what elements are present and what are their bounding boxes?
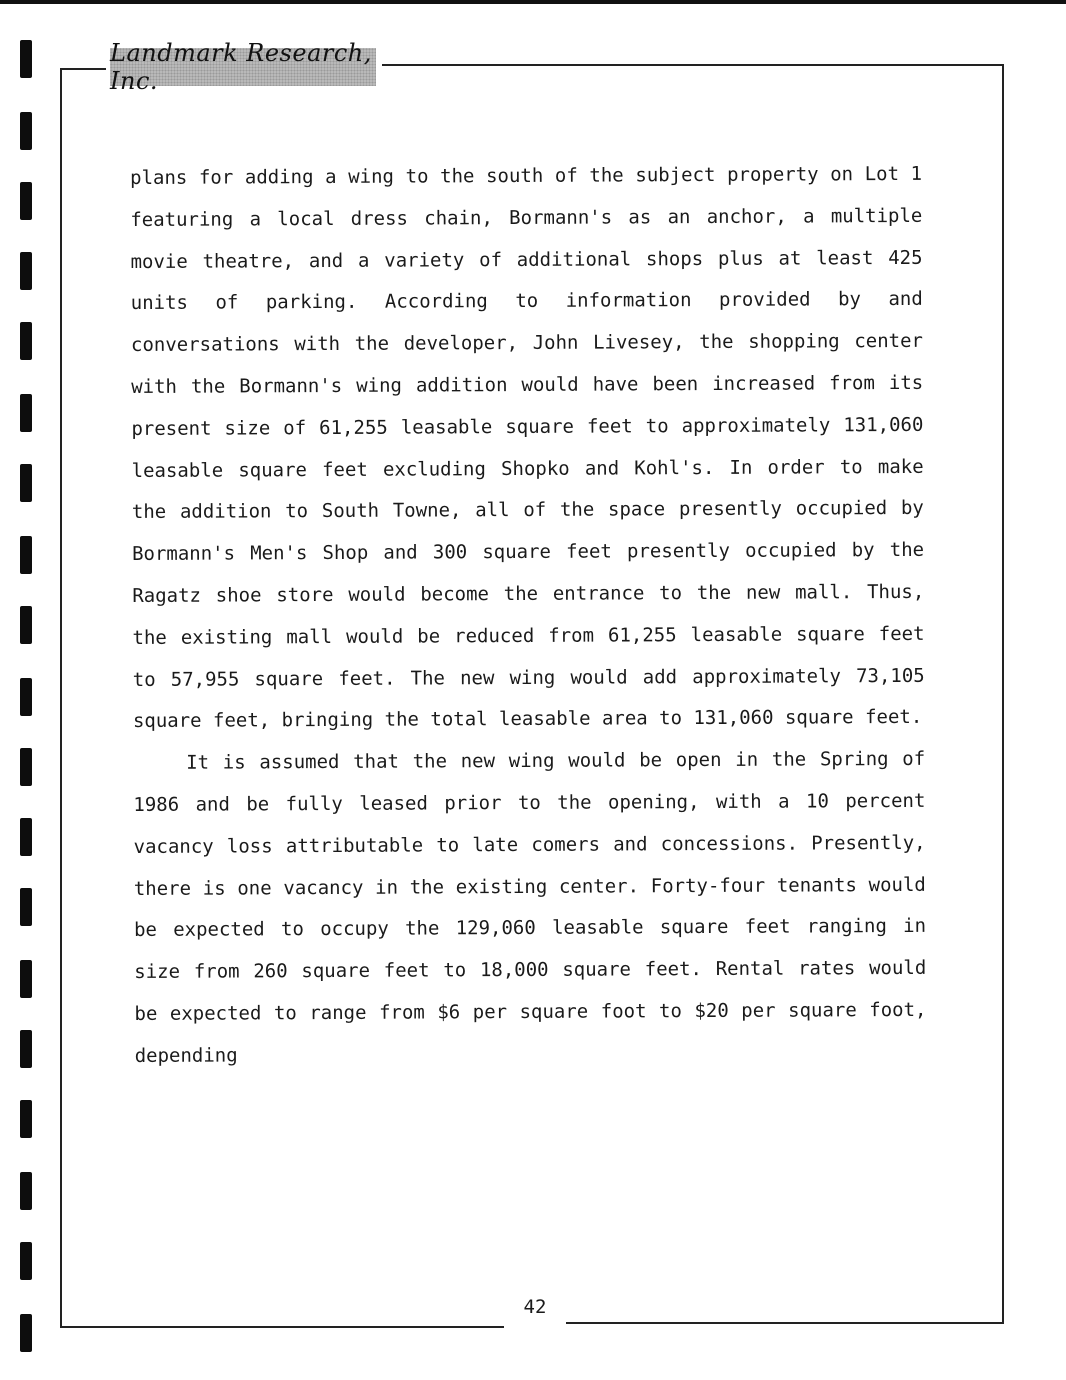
frame-border-right (1002, 64, 1004, 1324)
paragraph: It is assumed that the new wing would be open in the Spring of 1986 and be fully leased prior to the opening, with a 10 percent vacancy loss attributable to late comers and concessions. Presently, there is one vacancy in the existing center. Forty-four tenants would be expected to occupy the 129,060 leasable square feet ranging in size from 260 square feet to 18,000 square feet. Rental rates would be expected to range from $6 per square foot to $20 per square foot, depending (133, 748, 927, 1067)
binding-hole (20, 1314, 32, 1352)
frame-border-left (60, 68, 62, 1326)
frame-border-top-right (382, 64, 1004, 66)
binding-hole (20, 322, 32, 360)
binding-hole (20, 1100, 32, 1138)
frame-border-top-left (60, 68, 106, 70)
page-number: 42 (523, 1296, 547, 1318)
page-top-edge (0, 0, 1066, 4)
company-logo-text: Landmark Research, Inc. (110, 39, 372, 95)
body-text (130, 154, 927, 1078)
binding-hole (20, 888, 32, 926)
frame-border-bottom-right (566, 1322, 1004, 1324)
binding-hole (20, 252, 32, 290)
binding-hole (20, 1172, 32, 1210)
binding-hole (20, 464, 32, 502)
binding-hole (20, 1242, 32, 1280)
binding-hole (20, 182, 32, 220)
binding-hole (20, 1030, 32, 1068)
paragraph: plans for adding a wing to the south of the subject property on Lot 1 featuring a local dress chain, Bormann's as an anchor, a multiple movie theatre, and a variety of additional shops plus at least 425 units of parking. According to information provided by and conversations with the developer, John Livesey, the shopping center with the Bormann's wing addition would have been increased from its present size of 61,255 leasable square feet to approximately 131,060 leasable square feet excluding Shopko and Kohl's. In order to make the addition to South Towne, all of the space presently occupied by Bormann's Men's Shop and 300 square feet presently occupied by the Ragatz shoe store would become the entrance to the new mall. Thus, the existing mall would be reduced from 61,255 leasable square feet to 57,955 square feet. The new wing would add approximately 73,105 square feet, bringing the total leasable area to 131,060 square feet. (130, 162, 925, 733)
binding-hole (20, 536, 32, 574)
binding-hole (20, 112, 32, 150)
binding-hole (20, 960, 32, 998)
binding-hole (20, 678, 32, 716)
binding-hole (20, 606, 32, 644)
frame-border-bottom-left (60, 1326, 504, 1328)
binding-hole (20, 40, 32, 78)
company-logo (110, 39, 376, 95)
binding-hole (20, 818, 32, 856)
binding-hole (20, 394, 32, 432)
binding-hole (20, 748, 32, 786)
